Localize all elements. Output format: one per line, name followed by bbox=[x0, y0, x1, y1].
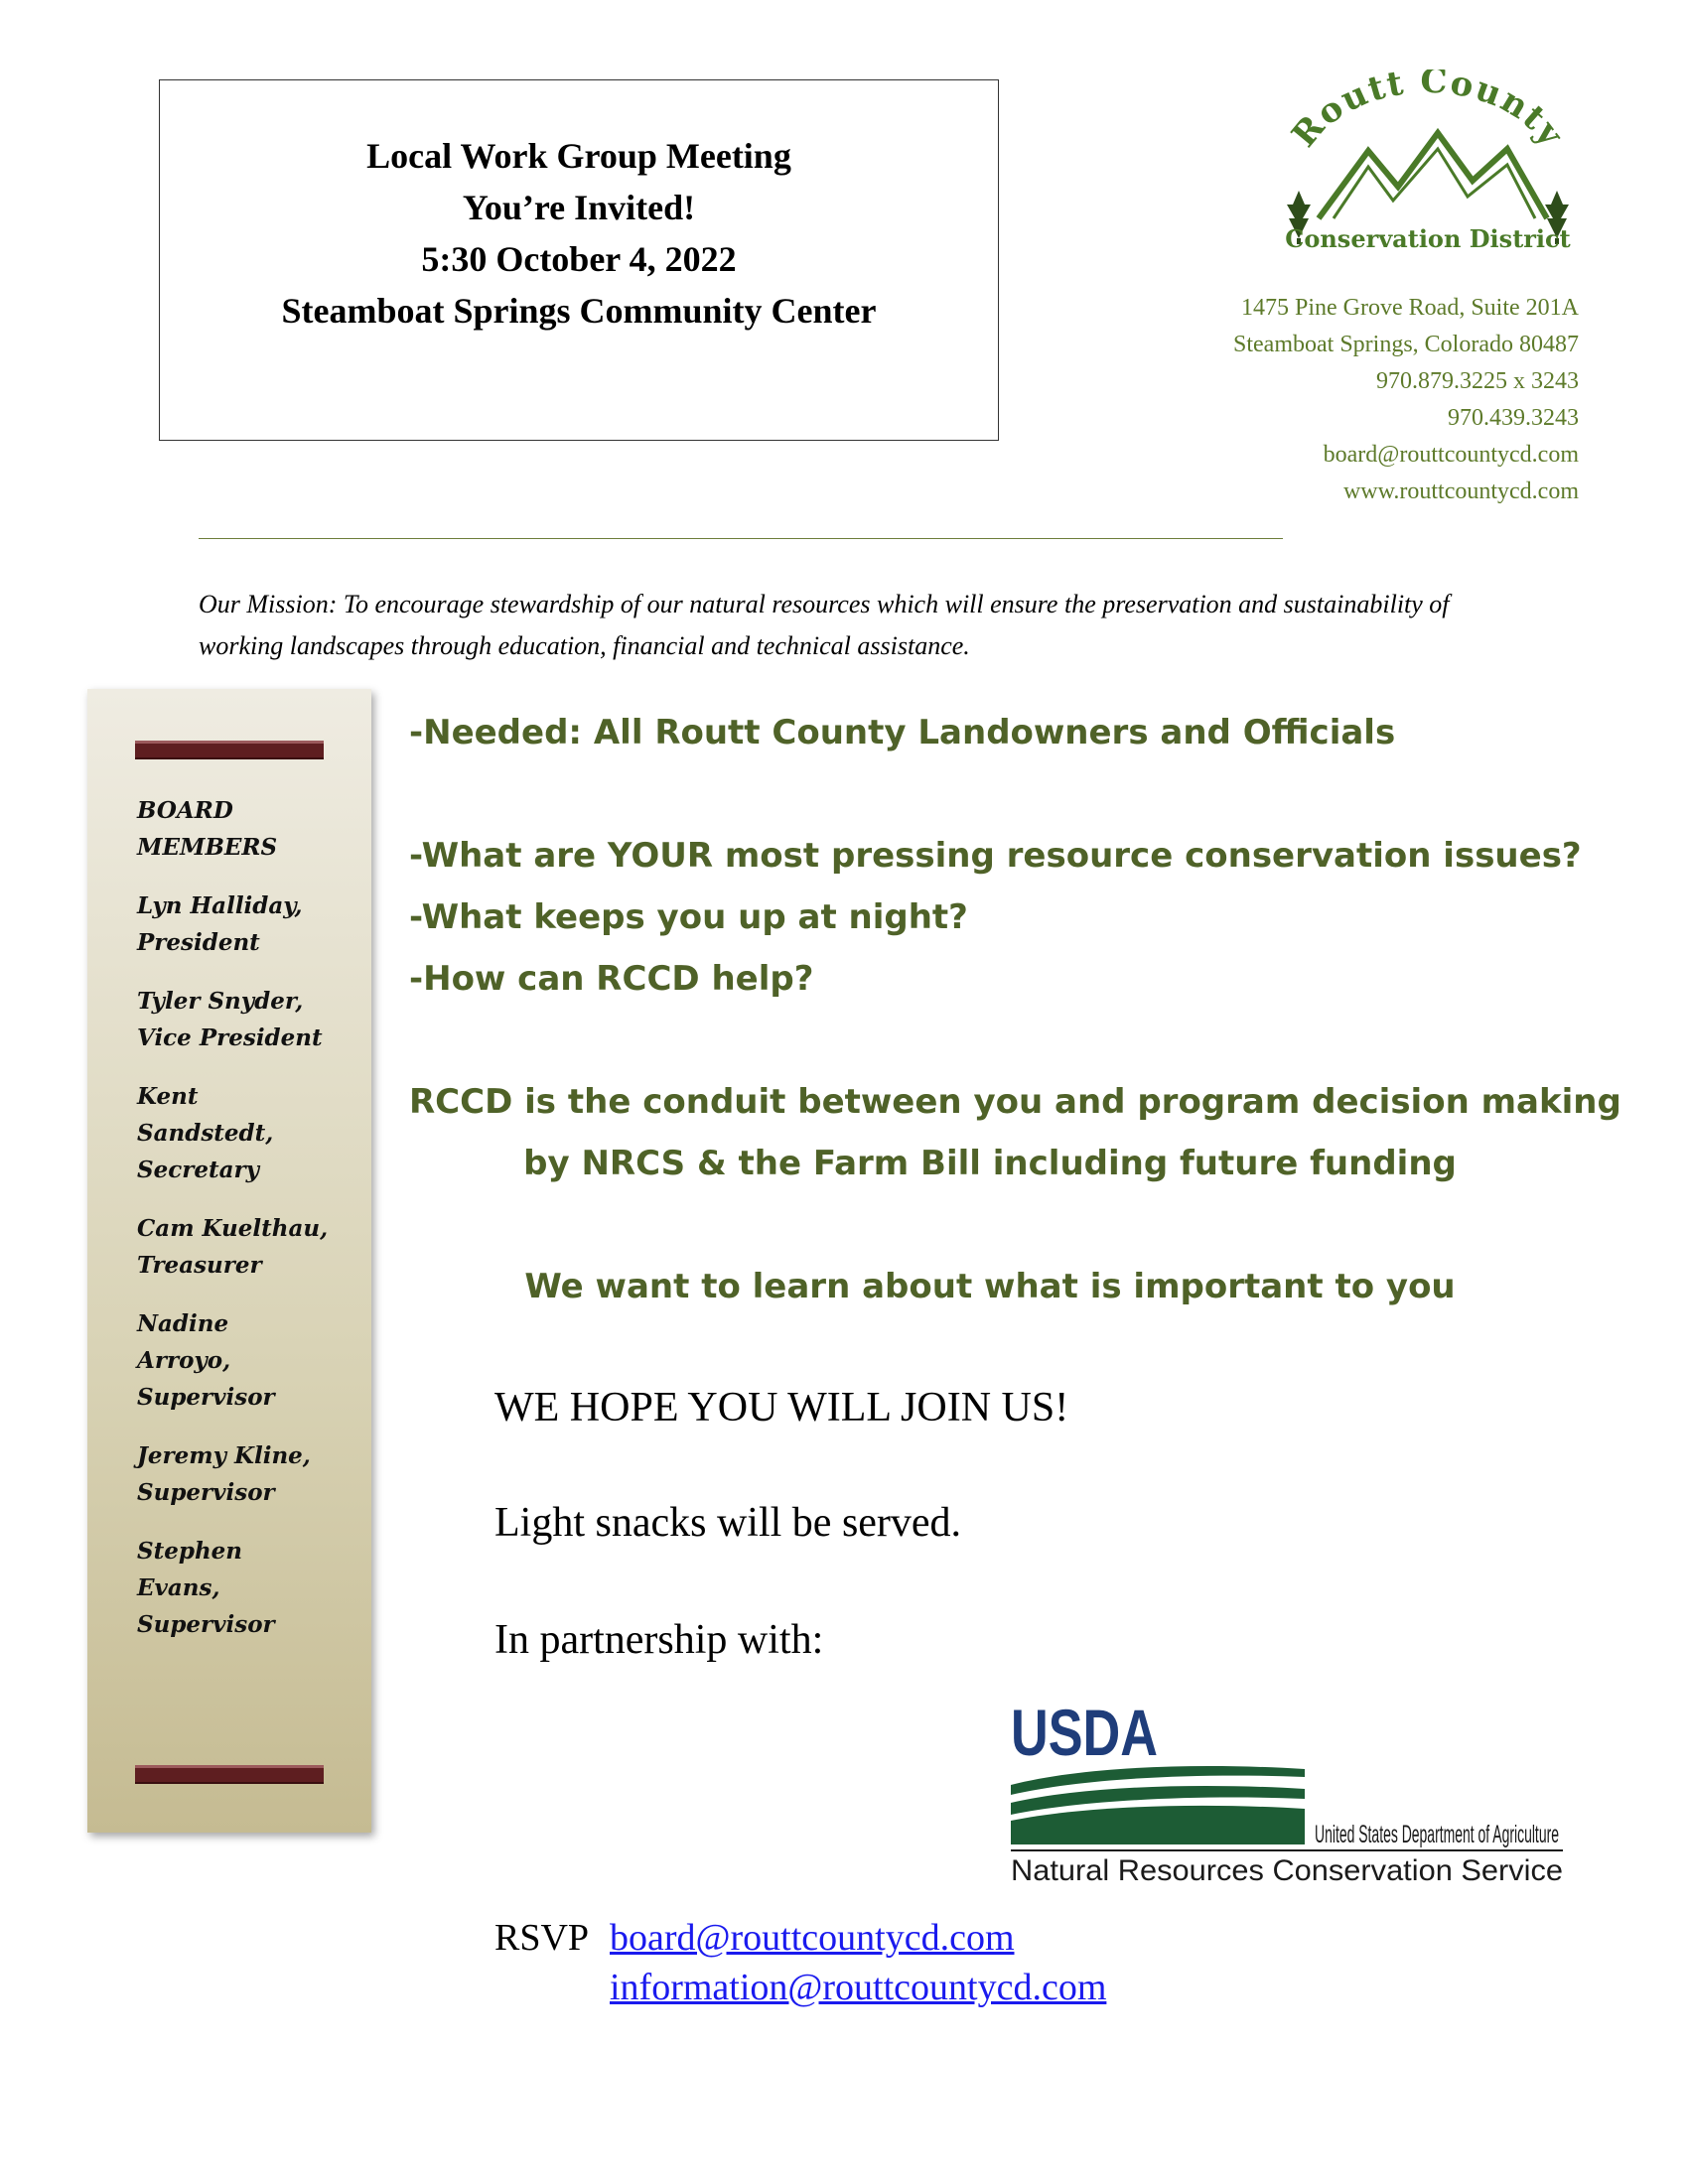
member-role: Supervisor bbox=[137, 1384, 275, 1411]
address-city: Steamboat Springs, Colorado 80487 bbox=[1233, 332, 1579, 357]
invitation-box bbox=[159, 79, 999, 441]
member-role: President bbox=[137, 929, 260, 956]
member-name: Sandstedt, bbox=[137, 1120, 274, 1147]
question-2: -What keeps you up at night? bbox=[409, 897, 968, 937]
board-member bbox=[137, 887, 355, 961]
member-name: Nadine bbox=[137, 1310, 229, 1337]
usda-logo-icon bbox=[1009, 1696, 1565, 1884]
member-name: Arroyo, bbox=[137, 1347, 231, 1374]
usda-nrcs-logo bbox=[1009, 1696, 1565, 1884]
address-email[interactable]: board@routtcountycd.com bbox=[1323, 442, 1579, 468]
board-heading bbox=[137, 792, 355, 866]
invite-title: Local Work Group Meeting bbox=[366, 136, 791, 176]
question-1: -What are YOUR most pressing resource conservation issues? bbox=[409, 836, 1582, 876]
rsvp-email-information-link[interactable]: information@routtcountycd.com bbox=[610, 1967, 1107, 2008]
contact-address bbox=[1233, 290, 1579, 510]
member-role: Supervisor bbox=[137, 1611, 275, 1638]
invite-location: Steamboat Springs Community Center bbox=[281, 291, 877, 331]
board-members-list bbox=[137, 792, 355, 1665]
rsvp-label: RSVP bbox=[494, 1917, 590, 1959]
usda-abbr: USDA bbox=[1011, 1696, 1158, 1769]
board-member bbox=[137, 1437, 355, 1511]
member-role: Supervisor bbox=[137, 1479, 275, 1506]
address-phone-1: 970.879.3225 x 3243 bbox=[1376, 368, 1579, 394]
member-role: Treasurer bbox=[137, 1252, 262, 1279]
board-member bbox=[137, 1078, 355, 1188]
board-sidebar bbox=[87, 689, 371, 1833]
nrcs-service: Natural Resources Conservation Service bbox=[1011, 1854, 1563, 1884]
logo-subtitle: Conservation District bbox=[1285, 224, 1571, 253]
join-us-line: WE HOPE YOU WILL JOIN US! bbox=[494, 1385, 1069, 1431]
board-member bbox=[137, 1305, 355, 1416]
address-street: 1475 Pine Grove Road, Suite 201A bbox=[1241, 295, 1579, 321]
sidebar-bottom-bar bbox=[135, 1765, 324, 1784]
needed-line: -Needed: All Routt County Landowners and Officials bbox=[409, 713, 1396, 752]
member-name: Kent bbox=[137, 1083, 199, 1110]
address-website[interactable]: www.routtcountycd.com bbox=[1342, 478, 1579, 504]
conduit-line-1: RCCD is the conduit between you and program decision making bbox=[409, 1082, 1621, 1122]
usda-department: United States Department of Agriculture bbox=[1315, 1821, 1559, 1848]
member-name: Jeremy Kline, bbox=[137, 1442, 311, 1469]
question-3: -How can RCCD help? bbox=[409, 959, 814, 999]
member-name: Evans, bbox=[137, 1574, 220, 1601]
member-name: Stephen bbox=[137, 1538, 243, 1565]
member-name: Cam Kuelthau, bbox=[137, 1215, 329, 1242]
mission-statement: Our Mission: To encourage stewardship of our natural resources which will ensure the preservation and sustainability of working landscapes through education, financial and technical assistance. bbox=[199, 590, 1450, 660]
member-role: Secretary bbox=[137, 1157, 260, 1183]
board-heading-line: BOARD bbox=[137, 797, 233, 824]
routt-county-logo bbox=[1259, 69, 1597, 268]
logo-arc-text: Routt County bbox=[1284, 69, 1573, 156]
board-member bbox=[137, 1210, 355, 1284]
sidebar-top-bar bbox=[135, 741, 324, 759]
member-name: Lyn Halliday, bbox=[137, 892, 303, 919]
learn-line: We want to learn about what is important to you bbox=[524, 1267, 1456, 1306]
rsvp-email-board-link[interactable]: board@routtcountycd.com bbox=[610, 1917, 1015, 1959]
partnership-line: In partnership with: bbox=[494, 1617, 824, 1663]
conduit-line-2: by NRCS & the Farm Bill including future funding bbox=[523, 1144, 1457, 1183]
invite-datetime: 5:30 October 4, 2022 bbox=[421, 239, 737, 279]
board-member bbox=[137, 1533, 355, 1643]
address-phone-2: 970.439.3243 bbox=[1448, 405, 1579, 431]
member-role: Vice President bbox=[137, 1024, 323, 1051]
invite-subtitle: You’re Invited! bbox=[462, 188, 696, 227]
board-heading-line: MEMBERS bbox=[137, 834, 278, 861]
divider-line bbox=[199, 538, 1283, 539]
member-name: Tyler Snyder, bbox=[137, 988, 304, 1015]
snacks-line: Light snacks will be served. bbox=[494, 1500, 962, 1546]
board-member bbox=[137, 983, 355, 1056]
